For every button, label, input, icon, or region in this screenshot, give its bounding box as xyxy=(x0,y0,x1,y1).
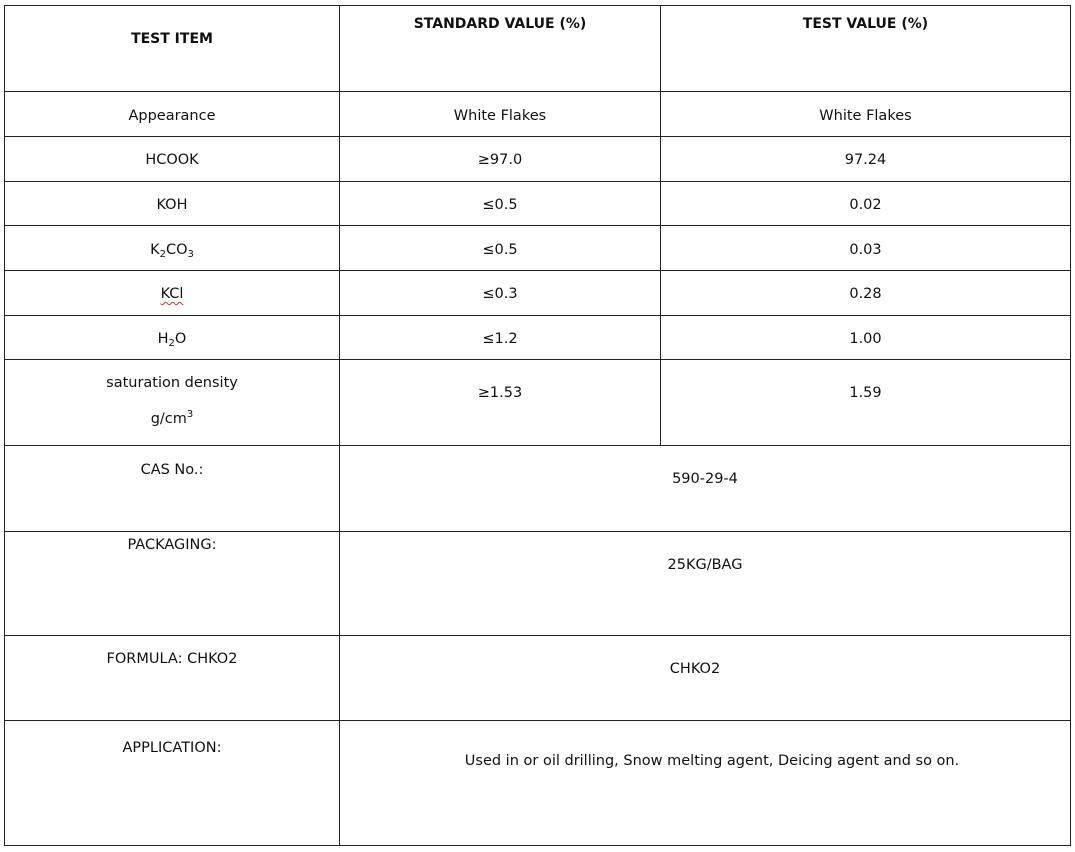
row-item: $H_2O$ xyxy=(157,331,187,349)
row-standard: ≤0.5 xyxy=(482,242,518,258)
row-item: HCOOK xyxy=(145,152,199,168)
formula-value: CHKO2 xyxy=(669,661,721,677)
row-standard: ≤0.5 xyxy=(482,197,518,213)
packaging-label: PACKAGING: xyxy=(127,537,217,553)
row-test: 0.03 xyxy=(849,242,882,258)
row-divider xyxy=(4,445,1071,446)
row-item-unit: $g/cm^3$ xyxy=(150,409,194,427)
row-standard: ≥1.53 xyxy=(477,385,523,401)
header-test-value: TEST VALUE (%) xyxy=(802,16,929,32)
application-label: APPLICATION: xyxy=(122,740,222,756)
row-standard: White Flakes xyxy=(453,108,547,124)
row-divider xyxy=(4,315,1071,316)
header-test-item: TEST ITEM xyxy=(131,31,213,47)
row-divider xyxy=(4,359,1071,360)
row-item xyxy=(5,285,339,303)
row-test: 1.59 xyxy=(849,385,882,401)
table-border-top xyxy=(4,5,1071,6)
row-item: Appearance xyxy=(128,108,216,124)
cas-value: 590-29-4 xyxy=(672,471,738,487)
row-divider xyxy=(4,136,1071,137)
row-test: 97.24 xyxy=(844,152,887,168)
row-divider xyxy=(4,720,1071,721)
row-test: 0.28 xyxy=(849,286,882,302)
formula-label: FORMULA: CHKO2 xyxy=(106,651,238,667)
row-item: KOH xyxy=(156,197,188,213)
row-standard: ≤0.3 xyxy=(482,286,518,302)
cas-label: CAS No.: xyxy=(140,462,204,478)
row-test: 1.00 xyxy=(849,331,882,347)
row-divider xyxy=(4,91,1071,92)
row-divider xyxy=(4,181,1071,182)
row-standard: ≥97.0 xyxy=(477,152,523,168)
table-border-bottom xyxy=(4,845,1071,846)
row-divider xyxy=(4,635,1071,636)
row-test: White Flakes xyxy=(819,108,912,124)
table-border-right xyxy=(1070,5,1071,846)
row-item: $K_2CO_3$ xyxy=(150,242,194,260)
row-test: 0.02 xyxy=(849,197,882,213)
column-divider xyxy=(339,5,340,846)
row-divider xyxy=(4,531,1071,532)
row-divider xyxy=(4,225,1071,226)
row-standard: ≤1.2 xyxy=(482,331,518,347)
spellcheck-underline: KCl xyxy=(160,286,184,302)
packaging-value: 25KG/BAG xyxy=(667,557,743,573)
column-divider xyxy=(660,5,661,446)
row-item: saturation density xyxy=(106,375,238,391)
row-divider xyxy=(4,270,1071,271)
application-value: Used in or oil drilling, Snow melting agent, Deicing agent and so on. xyxy=(464,753,960,769)
header-standard-value: STANDARD VALUE (%) xyxy=(413,16,587,32)
